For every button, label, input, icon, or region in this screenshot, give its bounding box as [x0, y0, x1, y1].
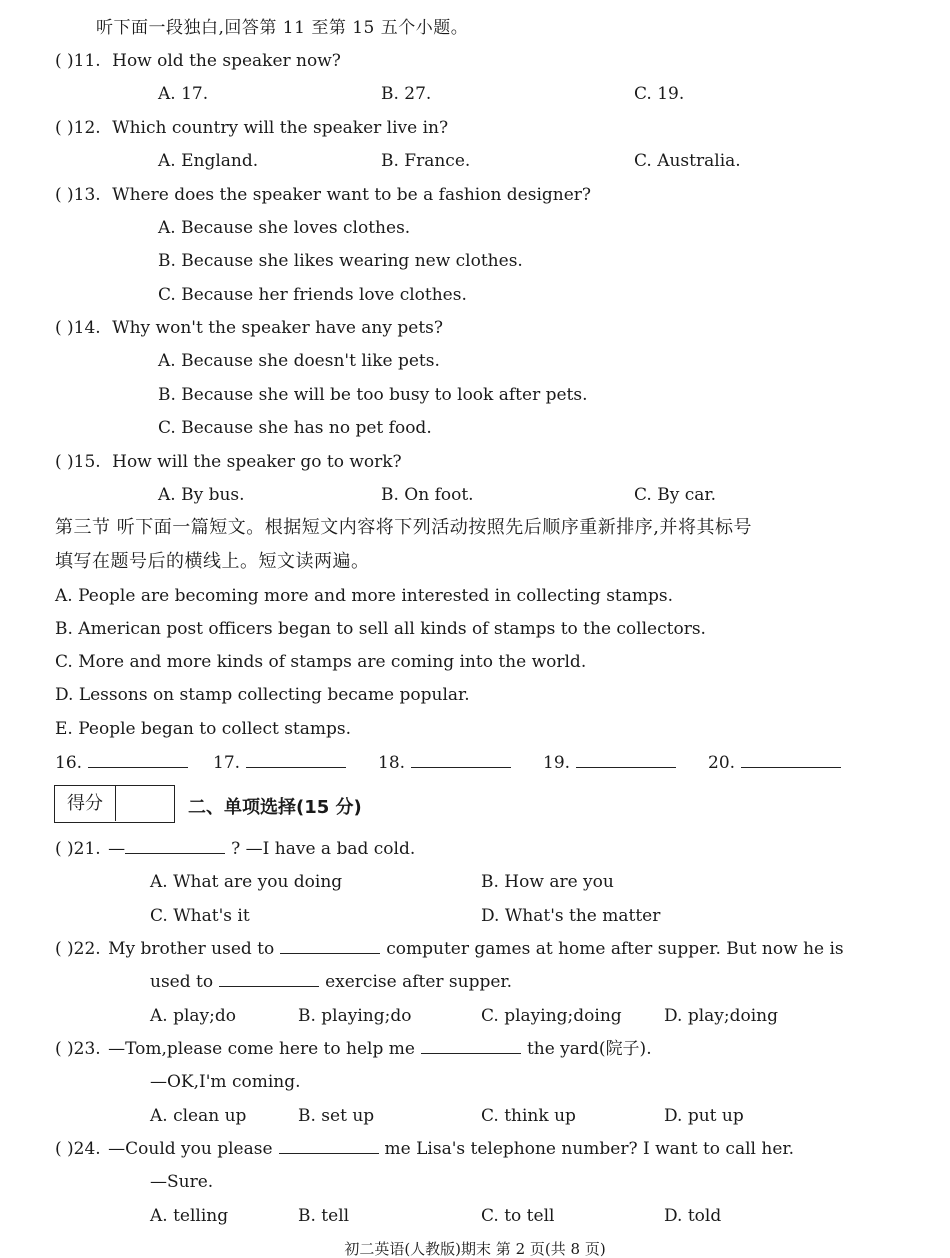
answer-bracket[interactable]: ( )23.: [55, 1039, 101, 1059]
blank-19: [543, 751, 676, 774]
option-a: A. telling: [150, 1206, 229, 1226]
option-c: C. Australia.: [634, 151, 741, 171]
question-15: [55, 451, 402, 473]
option-c: C. 19.: [634, 84, 685, 104]
option-c: C. to tell: [481, 1206, 555, 1226]
score-label: 得分: [55, 786, 116, 821]
answer-bracket[interactable]: ( )21.: [55, 839, 101, 859]
answer-bracket[interactable]: ( )15.: [55, 452, 101, 472]
answer-line[interactable]: [219, 972, 319, 987]
option-a: A. Because she loves clothes.: [158, 218, 411, 238]
question-21: [55, 838, 415, 860]
question-text-post: the yard(院子).: [526, 1039, 652, 1059]
question-23-reply: —OK,I'm coming.: [150, 1072, 301, 1092]
option-c: C. By car.: [634, 485, 717, 505]
answer-bracket[interactable]: ( )12.: [55, 118, 101, 138]
blank-20: [708, 751, 841, 774]
option-b: B. 27.: [381, 84, 432, 104]
answer-line[interactable]: [125, 839, 225, 854]
question-text-pre: —Could you please: [108, 1139, 273, 1159]
blank-17: [213, 751, 346, 774]
option-a: A. play;do: [150, 1006, 236, 1026]
option-a: A. By bus.: [158, 485, 245, 505]
option-b: B. How are you: [481, 872, 614, 892]
question-text: Why won't the speaker have any pets?: [112, 318, 443, 338]
section3-instructions-line1: 第三节 听下面一篇短文。根据短文内容将下列活动按照先后顺序重新排序,并将其标号: [55, 517, 752, 538]
question-text-pre: —: [108, 839, 126, 859]
section3-instructions-line2: 填写在题号后的横线上。短文读两遍。: [55, 551, 370, 572]
event-item-b: B. American post officers began to sell all kinds of stamps to the collectors.: [55, 619, 706, 639]
option-a: A. Because she doesn't like pets.: [158, 351, 440, 371]
question-text-post: computer games at home after supper. But now he is: [386, 939, 844, 959]
answer-line[interactable]: [279, 1139, 379, 1154]
question-text-pre: My brother used to: [108, 939, 275, 959]
blank-16: [55, 751, 188, 774]
blank-number: 16.: [55, 753, 83, 773]
event-item-e: E. People began to collect stamps.: [55, 719, 352, 739]
option-b: B. set up: [298, 1106, 375, 1126]
question-text-post: me Lisa's telephone number? I want to call her.: [384, 1139, 795, 1159]
option-b: B. France.: [381, 151, 471, 171]
option-b: B. tell: [298, 1206, 350, 1226]
option-c: C. What's it: [150, 906, 250, 926]
answer-bracket[interactable]: ( )13.: [55, 185, 101, 205]
answer-bracket[interactable]: ( )14.: [55, 318, 101, 338]
option-c: C. Because her friends love clothes.: [158, 285, 467, 305]
question-24-reply: —Sure.: [150, 1172, 214, 1192]
question-14: [55, 317, 443, 339]
option-a: A. 17.: [158, 84, 209, 104]
blank-number: 20.: [708, 753, 736, 773]
event-item-d: D. Lessons on stamp collecting became popular.: [55, 685, 470, 705]
answer-line[interactable]: [741, 751, 841, 768]
option-d: D. told: [664, 1206, 722, 1226]
answer-line[interactable]: [576, 751, 676, 768]
blank-number: 17.: [213, 753, 241, 773]
question-22: [55, 938, 844, 960]
section-intro: 听下面一段独白,回答第 11 至第 15 五个小题。: [96, 18, 469, 38]
answer-bracket[interactable]: ( )24.: [55, 1139, 101, 1159]
option-a: A. England.: [158, 151, 259, 171]
question-text: Which country will the speaker live in?: [112, 118, 449, 138]
question-text-post: exercise after supper.: [325, 972, 513, 992]
question-text: How will the speaker go to work?: [112, 452, 402, 472]
question-text: Where does the speaker want to be a fashion designer?: [112, 185, 592, 205]
answer-line[interactable]: [280, 939, 380, 954]
question-13: [55, 184, 591, 206]
question-24: [55, 1138, 794, 1160]
question-text-pre: used to: [150, 972, 214, 992]
option-a: A. clean up: [150, 1106, 247, 1126]
option-b: B. playing;do: [298, 1006, 412, 1026]
option-c: C. Because she has no pet food.: [158, 418, 432, 438]
question-text-pre: —Tom,please come here to help me: [108, 1039, 415, 1059]
option-a: A. What are you doing: [150, 872, 343, 892]
answer-line[interactable]: [411, 751, 511, 768]
question-11: [55, 50, 341, 72]
score-box: [54, 785, 175, 823]
answer-bracket[interactable]: ( )11.: [55, 51, 101, 71]
answer-bracket[interactable]: ( )22.: [55, 939, 101, 959]
page-footer: 初二英语(人教版)期末 第 2 页(共 8 页): [344, 1240, 606, 1258]
question-23: [55, 1038, 652, 1060]
answer-line[interactable]: [246, 751, 346, 768]
section2-title: 二、单项选择(15 分): [188, 797, 362, 818]
option-b: B. Because she likes wearing new clothes.: [158, 251, 523, 271]
option-d: D. put up: [664, 1106, 744, 1126]
question-text: How old the speaker now?: [112, 51, 341, 71]
answer-line[interactable]: [421, 1039, 521, 1054]
option-d: D. play;doing: [664, 1006, 779, 1026]
question-22-line2: [150, 971, 512, 993]
blank-number: 19.: [543, 753, 571, 773]
option-b: B. Because she will be too busy to look after pets.: [158, 385, 588, 405]
blank-number: 18.: [378, 753, 406, 773]
event-item-a: A. People are becoming more and more interested in collecting stamps.: [55, 586, 674, 606]
option-d: D. What's the matter: [481, 906, 661, 926]
blank-18: [378, 751, 511, 774]
option-c: C. think up: [481, 1106, 576, 1126]
event-item-c: C. More and more kinds of stamps are coming into the world.: [55, 652, 587, 672]
question-12: [55, 117, 448, 139]
question-text-post: ? —I have a bad cold.: [231, 839, 416, 859]
option-c: C. playing;doing: [481, 1006, 622, 1026]
answer-line[interactable]: [88, 751, 188, 768]
option-b: B. On foot.: [381, 485, 474, 505]
